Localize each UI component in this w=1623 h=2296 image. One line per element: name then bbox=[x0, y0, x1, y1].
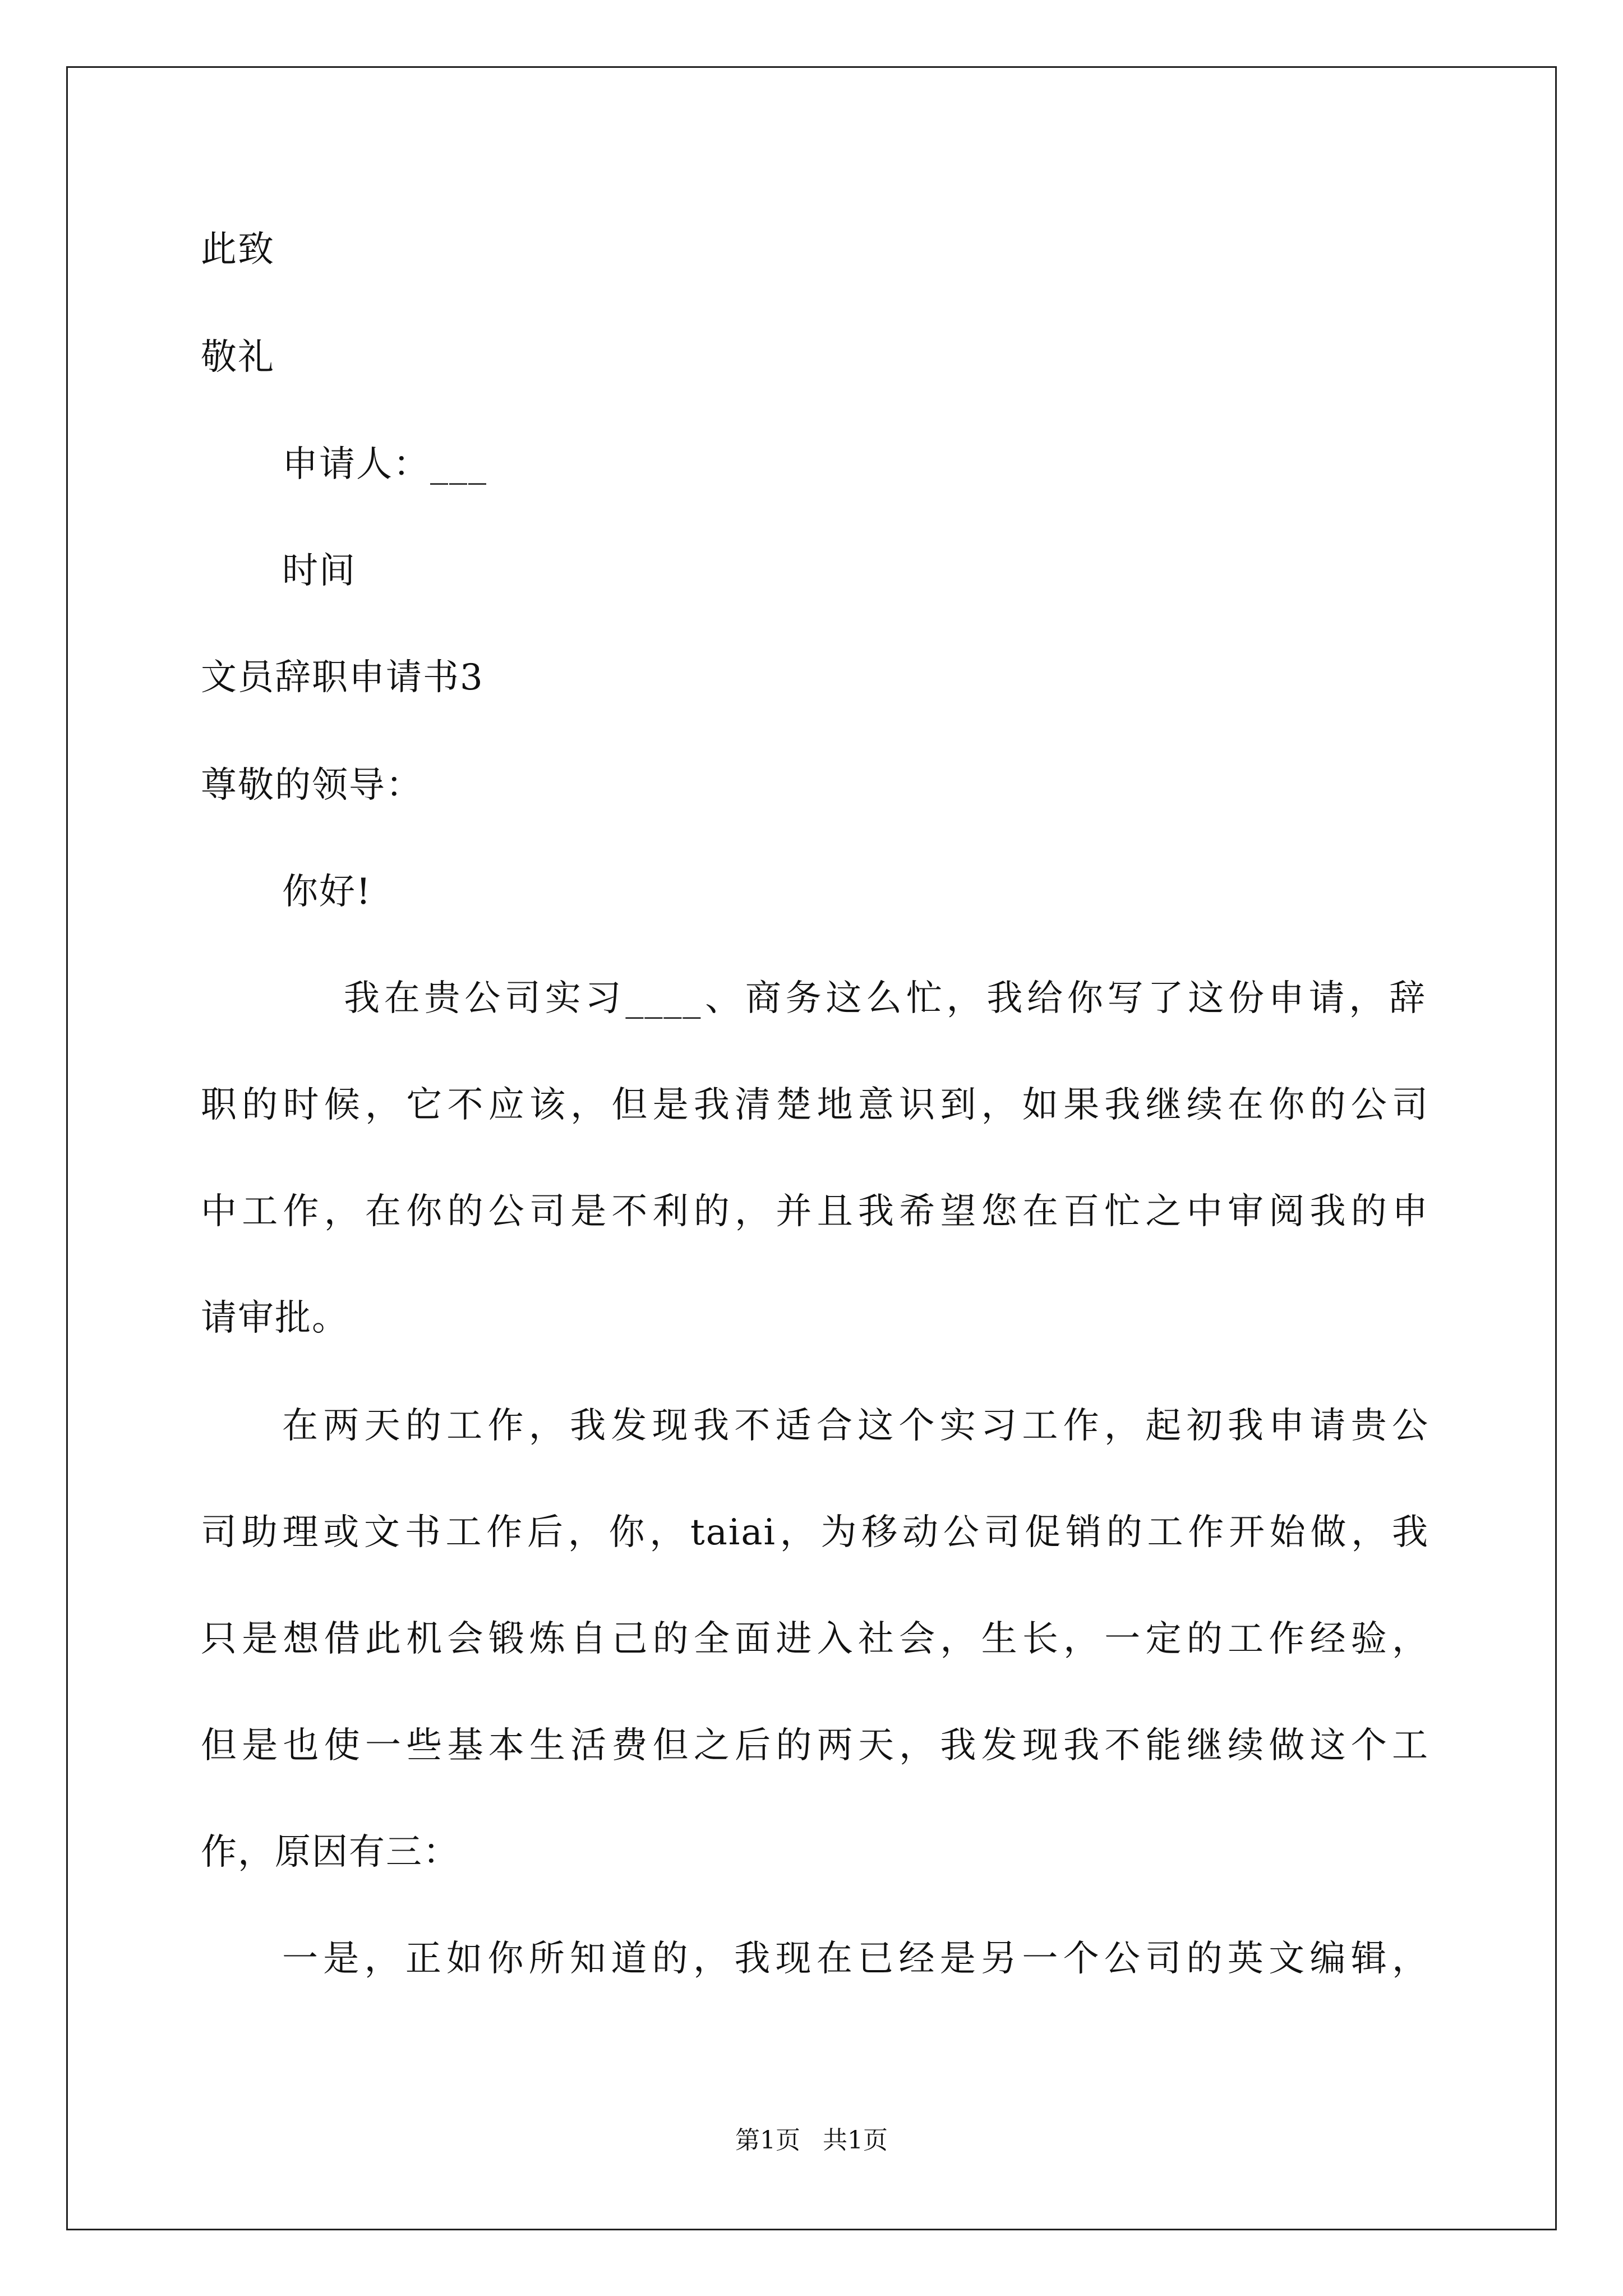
paragraph-1-line-4: 请审批。 bbox=[201, 1297, 349, 1339]
time-line: 时间 bbox=[282, 550, 356, 592]
closing-line-1: 此致 bbox=[201, 229, 275, 270]
paragraph-2-line-3: 只是想借此机会锻炼自己的全面进入社会，生长，一定的工作经验， bbox=[201, 1618, 1429, 1660]
applicant-line: 申请人：___ bbox=[282, 444, 487, 485]
greeting: 你好! bbox=[282, 871, 372, 913]
salutation: 尊敬的领导： bbox=[201, 765, 423, 806]
page-border bbox=[66, 66, 1557, 2230]
paragraph-1-line-3: 中工作，在你的公司是不利的，并且我希望您在百忙之中审阅我的申 bbox=[201, 1191, 1429, 1232]
paragraph-2-line-4: 但是也使一些基本生活费但之后的两天，我发现我不能继续做这个工 bbox=[201, 1725, 1429, 1766]
paragraph-1-line-2: 职的时候，它不应该，但是我清楚地意识到，如果我继续在你的公司 bbox=[201, 1084, 1429, 1126]
paragraph-2-line-5: 作，原因有三： bbox=[201, 1832, 460, 1873]
closing-line-2: 敬礼 bbox=[201, 337, 275, 378]
paragraph-3-line-1: 一是，正如你所知道的，我现在已经是另一个公司的英文编辑， bbox=[282, 1938, 1429, 1980]
paragraph-2-line-1: 在两天的工作，我发现我不适合这个实习工作，起初我申请贵公 bbox=[282, 1405, 1429, 1447]
document-title: 文员辞职申请书3 bbox=[201, 657, 484, 698]
page-footer bbox=[0, 2125, 1623, 2156]
page-total: 共1页 bbox=[823, 2126, 888, 2155]
page-number: 第1页 bbox=[735, 2126, 800, 2155]
paragraph-2-line-2: 司助理或文书工作后，你，taiai，为移动公司促销的工作开始做，我 bbox=[201, 1512, 1429, 1553]
paragraph-1-line-1: 我在贵公司实习____、商务这么忙，我给你写了这份申请，辞 bbox=[344, 978, 1426, 1019]
